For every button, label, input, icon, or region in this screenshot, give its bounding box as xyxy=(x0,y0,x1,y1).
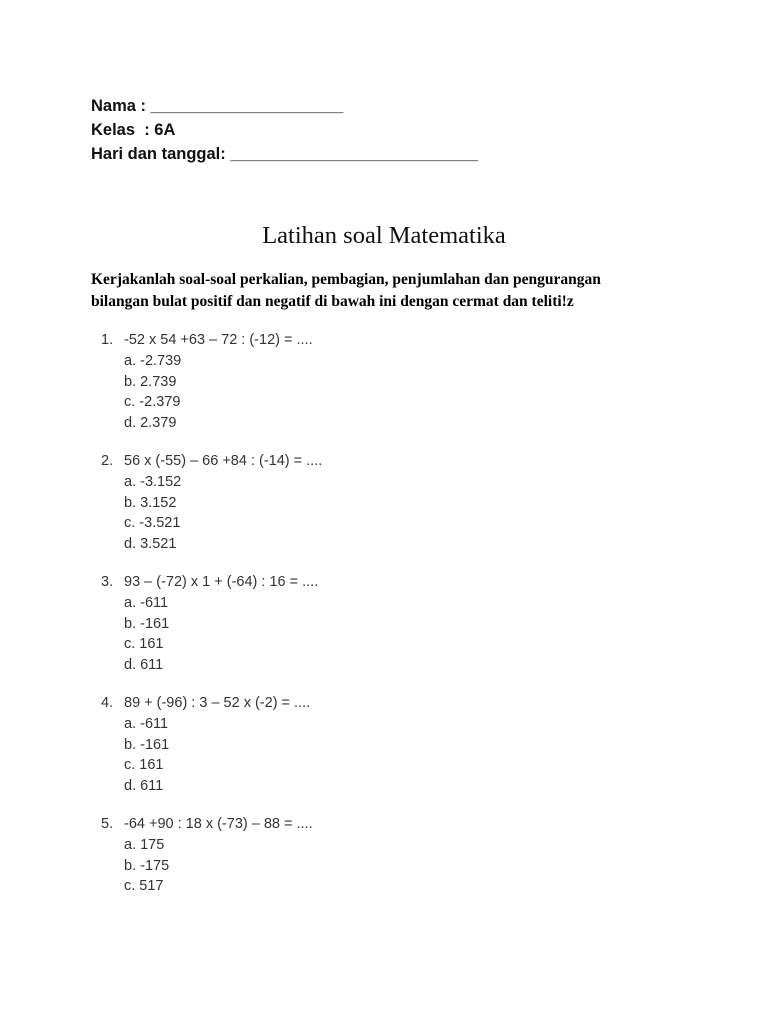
question-number: 4. xyxy=(101,695,114,711)
instruction-line-2: bilangan bulat positif dan negatif di bawah ini dengan cermat dan teliti!z xyxy=(91,293,574,310)
question-text: 93 – (-72) x 1 + (-64) : 16 = .... xyxy=(124,574,319,590)
question-stem xyxy=(101,572,322,593)
answer-option: c. -2.379 xyxy=(124,394,181,410)
question-number: 1. xyxy=(101,332,114,348)
question-stem xyxy=(101,330,322,351)
question-text: -64 +90 : 18 x (-73) – 88 = .... xyxy=(124,816,313,832)
question-item xyxy=(101,693,322,796)
answer-option: a. -611 xyxy=(124,716,169,732)
date-field-line: Hari dan tanggal: ___________________________ xyxy=(91,145,479,163)
student-info-header xyxy=(91,94,478,166)
option-list xyxy=(101,472,322,554)
answer-option: d. 3.521 xyxy=(124,535,177,552)
answer-option: a. 175 xyxy=(124,837,165,853)
answer-option: c. 517 xyxy=(124,878,164,894)
question-list xyxy=(101,330,322,915)
question-number: 5. xyxy=(101,816,114,832)
answer-option: c. -3.521 xyxy=(124,515,181,531)
answer-option: d. 611 xyxy=(124,656,164,673)
answer-option: b. 2.739 xyxy=(124,373,177,390)
question-number: 3. xyxy=(101,574,114,590)
answer-option: b. 3.152 xyxy=(124,494,177,511)
answer-option: b. -161 xyxy=(124,736,170,753)
instruction-text xyxy=(91,269,691,313)
question-stem xyxy=(101,451,322,472)
question-text: 89 + (-96) : 3 – 52 x (-2) = .... xyxy=(124,695,311,711)
option-list xyxy=(101,714,322,796)
question-item xyxy=(101,814,322,897)
class-field-line: Kelas : 6A xyxy=(91,121,176,139)
name-field-line: Nama : _____________________ xyxy=(91,97,344,115)
question-item xyxy=(101,330,322,433)
answer-option: a. -3.152 xyxy=(124,474,182,490)
question-number: 2. xyxy=(101,453,114,469)
answer-option: a. -611 xyxy=(124,595,169,611)
question-text: 56 x (-55) – 66 +84 : (-14) = .... xyxy=(124,453,323,469)
option-list xyxy=(101,593,322,675)
question-text: -52 x 54 +63 – 72 : (-12) = .... xyxy=(124,332,313,348)
question-item xyxy=(101,572,322,675)
question-stem xyxy=(101,693,322,714)
option-list xyxy=(101,351,322,433)
question-item xyxy=(101,451,322,554)
answer-option: c. 161 xyxy=(124,636,164,652)
answer-option: c. 161 xyxy=(124,757,164,773)
question-stem xyxy=(101,814,322,835)
answer-option: d. 2.379 xyxy=(124,414,177,431)
answer-option: a. -2.739 xyxy=(124,353,182,369)
answer-option: b. -161 xyxy=(124,615,170,632)
answer-option: b. -175 xyxy=(124,857,170,874)
page-title: Latihan soal Matematika xyxy=(262,222,506,249)
answer-option: d. 611 xyxy=(124,777,164,794)
option-list xyxy=(101,835,322,897)
instruction-line-1: Kerjakanlah soal-soal perkalian, pembagian, penjumlahan dan pengurangan xyxy=(91,271,601,288)
